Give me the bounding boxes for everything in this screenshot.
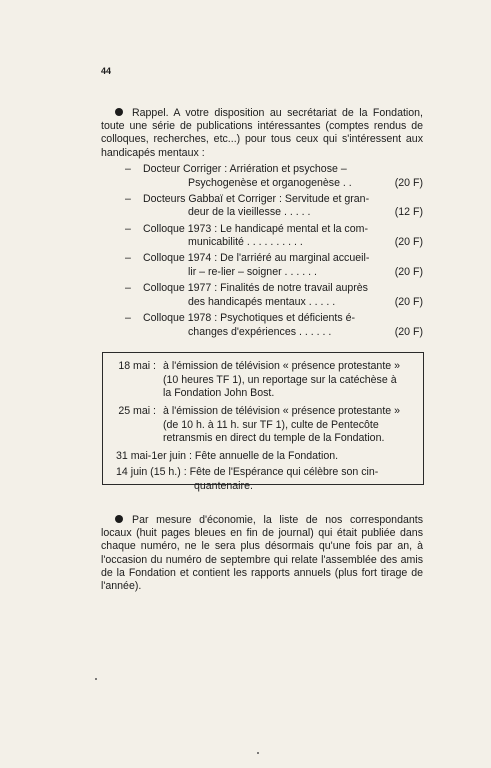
page-number: 44 xyxy=(101,66,112,76)
rappel-paragraph xyxy=(101,107,423,160)
publications-list xyxy=(125,163,423,342)
publication-title: Colloque 1977 : Finalités de notre travail auprès xyxy=(143,282,368,295)
publication-title: Colloque 1973 : Le handicapé mental et la com- xyxy=(143,222,368,235)
publication-price: (20 F) xyxy=(394,265,423,278)
event-item: 31 mai-1er juin : Fête annuelle de la Fondation. xyxy=(116,450,339,462)
event-item: 14 juin (15 h.) : Fête de l'Espérance qui célèbre son cin- xyxy=(116,466,379,478)
list-item: – Colloque 1978 : Psychotiques et déficients é- changes d'expériences . . . . . . (20 F) xyxy=(125,311,423,338)
publication-price: (20 F) xyxy=(394,176,423,189)
publication-title: Docteurs Gabbaï et Corriger : Servitude et gran- xyxy=(143,192,370,205)
publication-price: (12 F) xyxy=(394,206,423,219)
specks xyxy=(257,752,259,754)
publication-title: Docteur Corriger : Arriération et psychose – xyxy=(143,163,347,175)
event-date: 31 mai-1er juin : xyxy=(116,450,192,462)
publication-title: Colloque 1978 : Psychotiques et déficients é- xyxy=(143,311,356,324)
economie-text: Par mesure d'économie, la liste de nos correspondants locaux (huit pages bleues en fin de journal) qui était publiée dans chaque numéro, ne le sera plus désormais qu'une fois par an, à l'occasion du numéro de septembre qui relate l'assemblée des amis de la Fondation et contient les rapports annuels (plus fort tirage de l'année). xyxy=(101,514,423,593)
events-box xyxy=(102,352,424,492)
publication-price: (20 F) xyxy=(394,295,423,308)
event-item-continuation: quantenaire. xyxy=(194,480,253,492)
publication-title: Colloque 1974 : De l'arriéré au marginal accueil- xyxy=(143,252,370,265)
list-item: – Docteurs Gabbaï et Corriger : Servitude et gran- deur de la vieillesse . . . . . (12 F) xyxy=(125,192,423,219)
event-date: 25 mai : xyxy=(118,405,156,417)
economie-paragraph xyxy=(101,514,423,593)
rappel-intro: Rappel. A votre disposition au secrétariat de la Fondation, toute une série de publications intéressantes (comptes rendus de colloques, recherches, etc...) pour tous ceux qui s'intéressent aux handicapés mentaux : xyxy=(101,107,423,159)
publication-price: (20 F) xyxy=(394,236,423,249)
event-item: 25 mai : à l'émission de télévision « présence protestante » (de 10 h. à 11 h. sur TF 1), culte de Pentecôte retransmis en direct du temple de la Fondation. xyxy=(116,405,156,419)
bullet-icon xyxy=(115,108,123,116)
event-date: 14 juin (15 h.) : xyxy=(116,466,187,478)
list-item: – Colloque 1973 : Le handicapé mental et la com- municabilité . . . . . . . . . . (20 F) xyxy=(125,222,423,249)
list-item: – Colloque 1977 : Finalités de notre travail auprès des handicapés mentaux . . . . . (20 F) xyxy=(125,282,423,308)
list-item: – Colloque 1974 : De l'arriéré au marginal accueil- lir – re-lier – soigner . . . . . . (20 F) xyxy=(125,252,423,278)
event-date: 18 mai : xyxy=(118,360,156,372)
bullet-icon xyxy=(115,515,123,523)
list-item: – Docteur Corriger : Arriération et psychose – Psychogenèse et organogenèse . . (20 F) xyxy=(125,163,423,189)
specks xyxy=(95,678,97,680)
publication-price: (20 F) xyxy=(394,325,423,338)
event-item: 18 mai : à l'émission de télévision « présence protestante » (10 heures TF 1), un reportage sur la catéchèse à la Fondation John Bost. xyxy=(116,360,156,374)
